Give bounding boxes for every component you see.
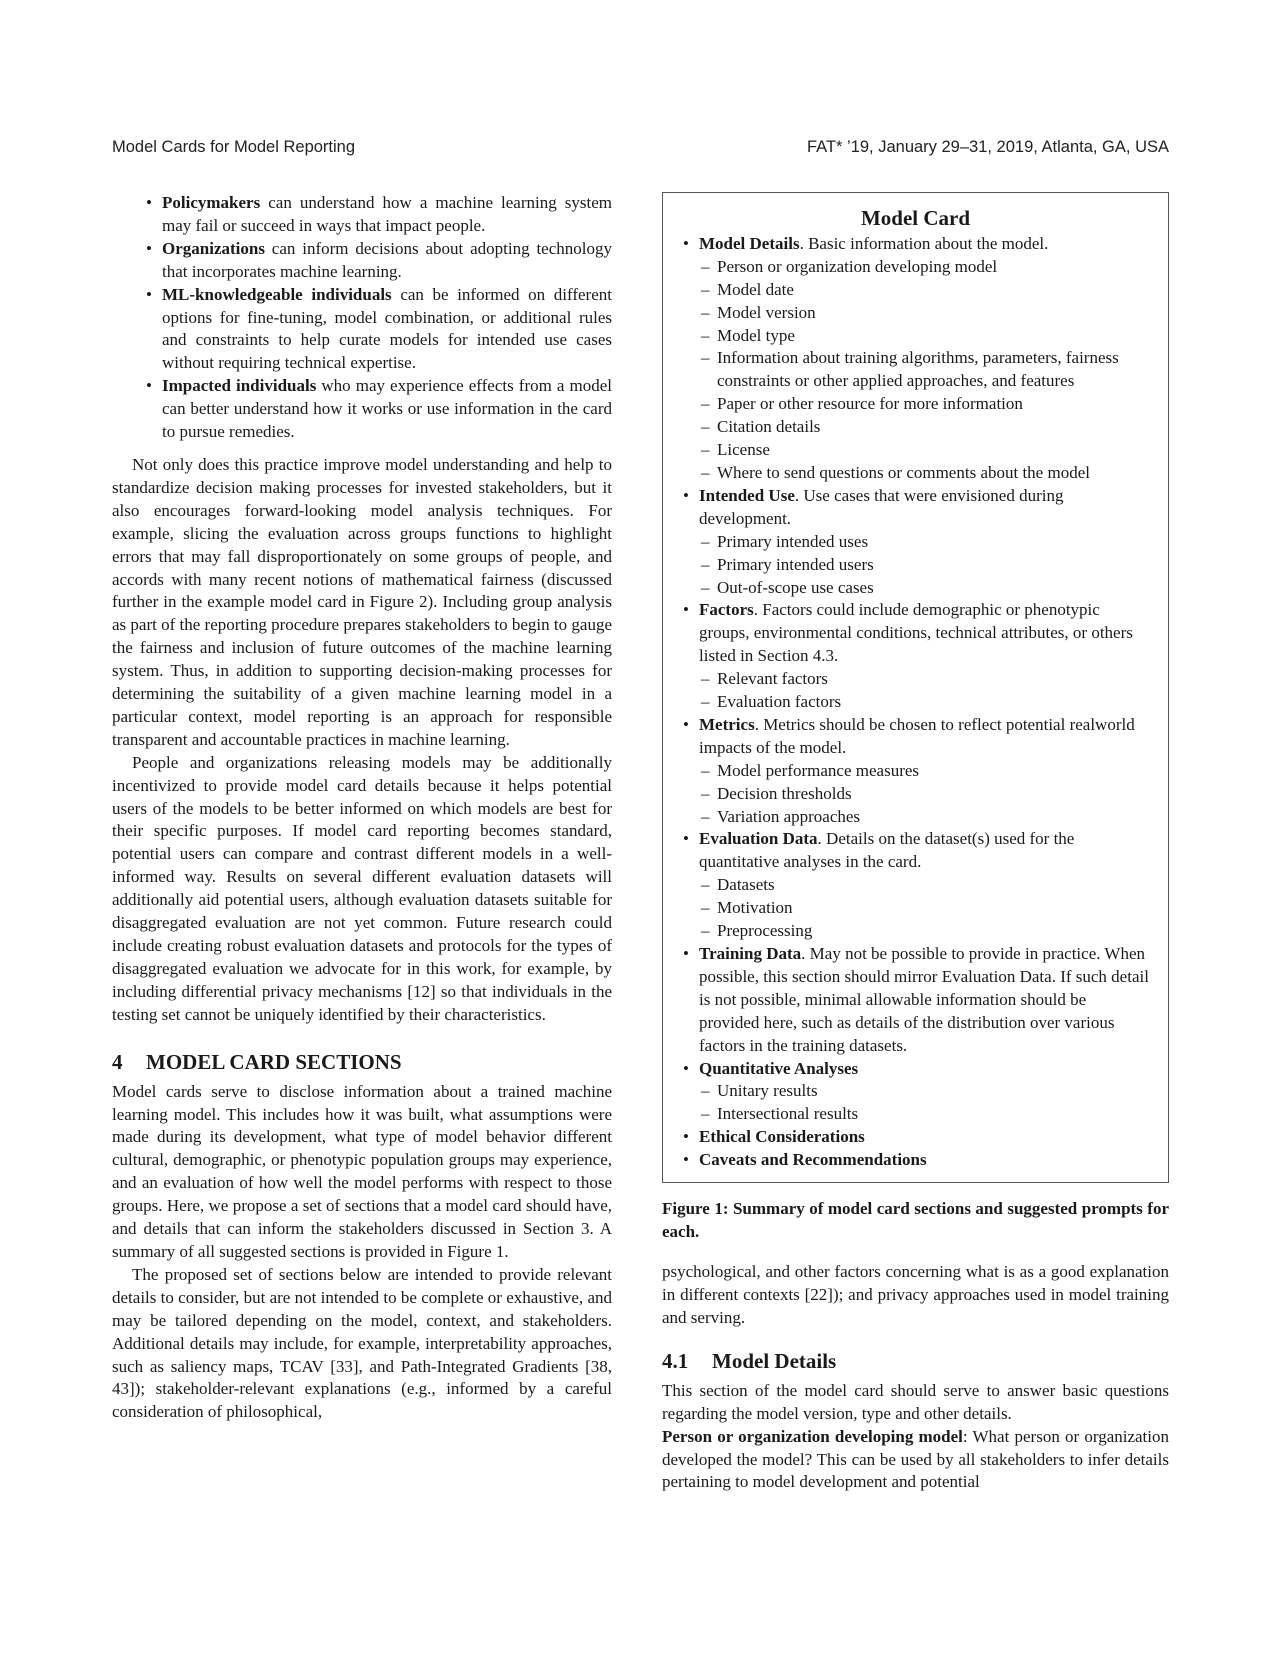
- model-card-subitems: [699, 668, 1150, 714]
- body-paragraph: Not only does this practice improve model understanding and help to standardize decision making processes for invested stakeholders, but it also encourages forward-looking model analysis techniques. For example, slicing the evaluation across groups functions to highlight errors that may fall disproportionately on some groups of people, and accords with many recent notions of mathematical fairness (discussed further in the example model card in Figure 2). Including group analysis as part of the reporting procedure prepares stakeholders to begin to gauge the fairness and inclusion of future outcomes of the machine learning system. Thus, in addition to supporting decision-making processes for determining the suitability of a given machine learning model in a particular context, model reporting is an approach for responsible transparent and accountable practices in machine learning.: [112, 454, 612, 749]
- subsection-heading: [662, 1348, 1169, 1374]
- left-column: [112, 192, 612, 1424]
- model-card-section-title: Evaluation Data: [699, 829, 818, 849]
- section-heading: [112, 1049, 612, 1075]
- list-item: [162, 284, 612, 376]
- subsection-number: 4.1: [662, 1348, 689, 1373]
- inline-text: : What person or organization developed the model? This can be used by all stakeholders to infer details pertaining to model development and potential: [662, 1426, 1169, 1492]
- model-card-subitem: – Information about training algorithms, parameters, fairness constraints or other applied approaches, and features: [717, 347, 1150, 393]
- model-card-section-title: Factors: [699, 600, 754, 620]
- body-paragraph: People and organizations releasing models may be additionally incentivized to provide model card details because it helps potential users of the models to be better informed on which models are best for their specific purposes. If model card reporting becomes standard, potential users can compare and contrast different models in a well-informed way. Results on several different evaluation datasets will additionally aid potential users, although evaluation datasets suitable for disaggregated evaluation are not yet common. Future research could include creating robust evaluation datasets and protocols for the types of disaggregated evaluation we advocate for in this work, for example, by including differential privacy mechanisms [12] so that individuals in the testing set cannot be uniquely identified by their characteristics.: [112, 752, 612, 1024]
- model-card-section-desc: . Basic information about the model.: [799, 233, 1049, 253]
- model-card-title: Model Card: [860, 206, 971, 230]
- model-card-subitems: [699, 256, 1150, 485]
- list-item-term: Impacted individuals: [162, 376, 317, 396]
- model-card-section: [699, 1058, 1150, 1127]
- body-paragraph: psychological, and other factors concerning what is as a good explanation in different contexts [22]); and privacy approaches used in model training and serving.: [662, 1262, 1169, 1327]
- list-item-text: who may experience effects from a model can better understand how it works or use information in the card to pursue remedies.: [162, 376, 612, 442]
- list-item-term: Policymakers: [162, 193, 261, 212]
- model-card-subitem: – Paper or other resource for more information: [717, 393, 1150, 416]
- body-paragraph: Model cards serve to disclose information about a trained machine learning model. This includes how it was built, what assumptions were made during its development, what type of model behavior different cultural, demographic, or phenotypic population groups may experience, and an evaluation of how well the model performs with respect to those groups. Here, we propose a set of sections that a model card should have, and details that can inform the stakeholders discussed in Section 3. A summary of all suggested sections is provided in Figure 1.: [112, 1081, 612, 1261]
- model-card-section-desc: . Use cases that were envisioned during development.: [699, 485, 1064, 528]
- model-card-figure: [662, 192, 1169, 1183]
- model-card-subitem: – Model performance measures: [717, 760, 1150, 783]
- model-card-section-title: Model Details: [699, 233, 800, 253]
- body-paragraph: [662, 1426, 1169, 1495]
- model-card-subitems: [699, 874, 1150, 943]
- list-item-term: ML-knowledgeable individuals: [162, 284, 392, 304]
- model-card-subitems: [699, 1080, 1150, 1126]
- model-card-section: [699, 599, 1150, 714]
- model-card-subitem: – Relevant factors: [717, 668, 1150, 691]
- model-card-section-desc: . Details on the dataset(s) used for the quantitative analyses in the card.: [699, 829, 1075, 872]
- model-card-section-desc: . May not be possible to provide in practice. When possible, this section should mirror Evaluation Data. If such detail is not possible, minimal allowable information should be provided here, such as details of the distribution over various factors in the training datasets.: [699, 944, 1149, 1055]
- model-card-section-desc: . Factors could include demographic or phenotypic groups, environmental conditions, technical attributes, or others listed in Section 4.3.: [699, 600, 1133, 666]
- stakeholder-list: [112, 192, 612, 444]
- list-item-text: can understand how a machine learning system may fail or succeed in ways that impact people.: [162, 193, 612, 235]
- list-item-text: can inform decisions about adopting technology that incorporates machine learning.: [162, 238, 612, 281]
- model-card-section: [699, 828, 1150, 943]
- model-card-section: [699, 1126, 1150, 1149]
- model-card-subitem: – Preprocessing: [717, 920, 1150, 943]
- model-card-section-title: Ethical Considerations: [699, 1127, 865, 1147]
- model-card-section: [699, 943, 1150, 1058]
- model-card-section-title: Training Data: [699, 944, 802, 963]
- model-card-section: [699, 1149, 1150, 1172]
- model-card-section-desc: . Metrics should be chosen to reflect potential realworld impacts of the model.: [699, 714, 1135, 757]
- model-card-section: [699, 485, 1150, 600]
- model-card-section-title: Intended Use: [699, 485, 795, 505]
- model-card-subitem: – License: [717, 439, 1150, 462]
- model-card-sections: [681, 233, 1150, 1172]
- section-number: 4: [112, 1049, 123, 1074]
- model-card-subitem: – Model type: [717, 325, 1150, 348]
- inline-term: Person or organization developing model: [662, 1426, 963, 1446]
- model-card-subitem: – Primary intended uses: [717, 531, 1150, 554]
- list-item: [162, 375, 612, 444]
- model-card-section-title: Caveats and Recommendations: [699, 1150, 927, 1170]
- model-card-subitems: [699, 760, 1150, 829]
- model-card-subitem: – Primary intended users: [717, 554, 1150, 577]
- list-item-text: can be informed on different options for fine-tuning, model combination, or additional rules and constraints to help curate models for intended use cases without requiring technical expertise.: [162, 284, 612, 373]
- model-card-section-title: Metrics: [699, 714, 755, 734]
- model-card-subitem: – Where to send questions or comments about the model: [717, 462, 1150, 485]
- body-paragraph: This section of the model card should serve to answer basic questions regarding the model version, type and other details.: [662, 1380, 1169, 1423]
- header-title: Model Cards for Model Reporting: [112, 138, 356, 156]
- model-card-subitem: – Out-of-scope use cases: [717, 577, 1150, 600]
- model-card-subitem: – Decision thresholds: [717, 783, 1150, 806]
- list-item: [162, 192, 612, 238]
- running-header: [112, 138, 1169, 157]
- model-card-subitem: – Person or organization developing model: [717, 256, 1150, 279]
- model-card-subitem: – Evaluation factors: [717, 691, 1150, 714]
- model-card-subitem: – Intersectional results: [717, 1103, 1150, 1126]
- subsection-title: Model Details: [712, 1348, 837, 1373]
- model-card-section-title: Quantitative Analyses: [699, 1058, 859, 1078]
- list-item: [162, 238, 612, 284]
- model-card-subitem: – Motivation: [717, 897, 1150, 920]
- model-card-section: [699, 714, 1150, 829]
- body-paragraph: The proposed set of sections below are intended to provide relevant details to consider, but are not intended to be complete or exhaustive, and may be tailored depending on the model, context, and stakeholders. Additional details may include, for example, interpretability approaches, such as saliency maps, TCAV [33], and Path-Integrated Gradients [38, 43]); stakeholder-relevant explanations (e.g., informed by a careful consideration of philosophical,: [112, 1264, 612, 1422]
- model-card-subitems: [699, 531, 1150, 600]
- section-title: MODEL CARD SECTIONS: [146, 1049, 402, 1074]
- model-card-subitem: – Unitary results: [717, 1080, 1150, 1103]
- list-item-term: Organizations: [162, 238, 265, 258]
- header-venue: FAT* ’19, January 29–31, 2019, Atlanta, GA, USA: [807, 138, 1169, 156]
- model-card-subitem: – Citation details: [717, 416, 1150, 439]
- right-column: [662, 192, 1169, 1494]
- figure-caption: Figure 1: Summary of model card sections and suggested prompts for each.: [662, 1199, 1169, 1242]
- model-card-subitem: – Datasets: [717, 874, 1150, 897]
- model-card-subitem: – Model date: [717, 279, 1150, 302]
- model-card-subitem: – Model version: [717, 302, 1150, 325]
- model-card-section: [699, 233, 1150, 485]
- model-card-subitem: – Variation approaches: [717, 806, 1150, 829]
